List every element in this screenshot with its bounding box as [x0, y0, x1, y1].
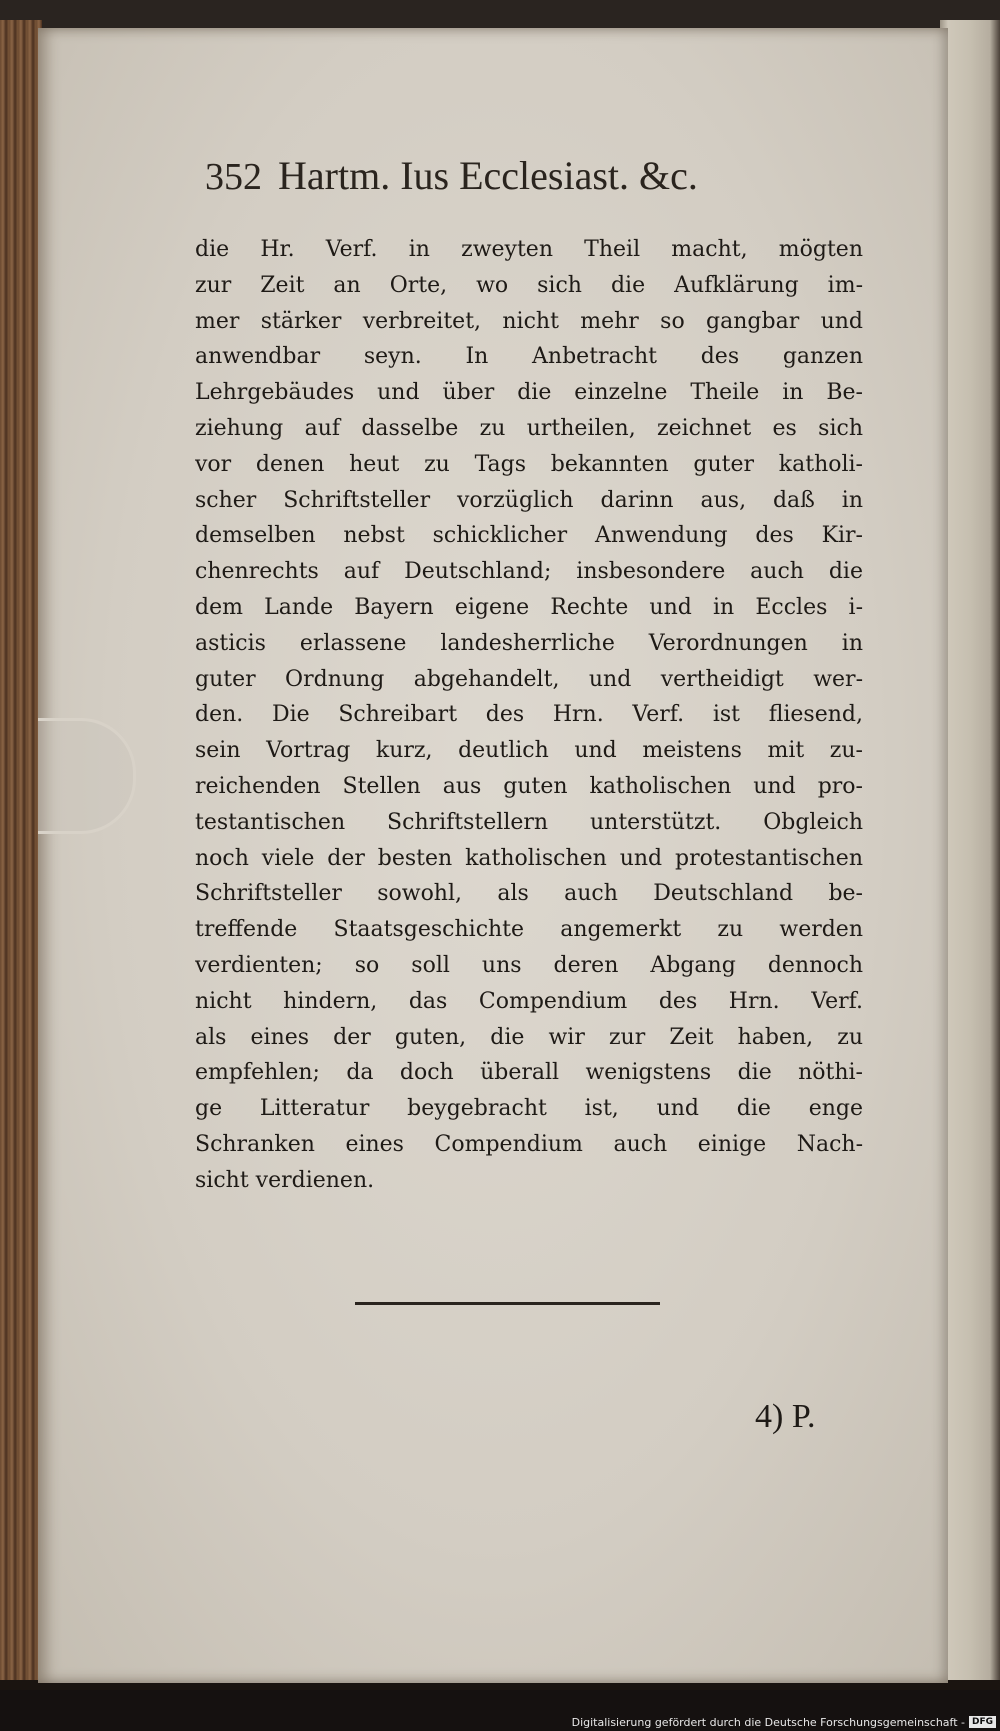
- dfg-logo-icon: DFG: [969, 1716, 996, 1728]
- text-line: empfehlen; da doch überall wenigstens die nöthi-: [195, 1060, 863, 1086]
- text-line: verdienten; so soll uns deren Abgang dennoch: [195, 952, 863, 978]
- text-line: dem Lande Bayern eigene Rechte und in Eccles i-: [195, 594, 863, 620]
- text-line: Lehrgebäudes und über die einzelne Theile in Be-: [195, 380, 863, 406]
- text-line: als eines der guten, die wir zur Zeit haben, zu: [195, 1024, 863, 1050]
- text-line: sein Vortrag kurz, deutlich und meistens mit zu-: [195, 738, 863, 764]
- text-line: testantischen Schriftstellern unterstützt. Obgleich: [195, 809, 863, 835]
- text-line: chenrechts auf Deutschland; insbesondere auch die: [195, 559, 863, 585]
- text-line: nicht hindern, das Compendium des Hrn. Verf.: [195, 988, 863, 1014]
- body-text: [195, 232, 863, 1199]
- text-line: Schriftsteller sowohl, als auch Deutschland be-: [195, 881, 863, 907]
- text-line: die Hr. Verf. in zweyten Theil macht, mögten: [195, 237, 863, 262]
- text-line: anwendbar seyn. In Anbetracht des ganzen: [195, 344, 863, 370]
- section-divider-rule: [355, 1302, 660, 1305]
- text-line: ziehung auf dasselbe zu urtheilen, zeichnet es sich: [195, 415, 863, 441]
- book-edge-left: [0, 20, 42, 1680]
- text-line: mer stärker verbreitet, nicht mehr so gangbar und: [195, 308, 863, 334]
- text-line: scher Schriftsteller vorzüglich darinn aus, daß in: [195, 487, 863, 513]
- digitization-footer: [0, 1713, 1000, 1731]
- text-line: noch viele der besten katholischen und protestantischen: [195, 845, 863, 871]
- page-header: [205, 152, 805, 199]
- text-line: treffende Staatsgeschichte angemerkt zu werden: [195, 917, 863, 943]
- book-edge-right: [940, 20, 1000, 1680]
- scan-border-top: [0, 0, 1000, 28]
- catchword: 4) P.: [755, 1398, 816, 1435]
- text-line: zur Zeit an Orte, wo sich die Aufklärung im-: [195, 272, 863, 298]
- footer-credit-text: Digitalisierung gefördert durch die Deutsche Forschungsgemeinschaft -: [571, 1715, 965, 1729]
- text-line: ge Litteratur beygebracht ist, und die enge: [195, 1096, 863, 1122]
- page-number: 352: [205, 156, 262, 198]
- text-line: demselben nebst schicklicher Anwendung des Kir-: [195, 523, 863, 549]
- text-line: den. Die Schreibart des Hrn. Verf. ist fliesend,: [195, 702, 863, 728]
- bookmark-ribbon: [38, 718, 136, 834]
- text-line: asticis erlassene landesherrliche Verordnungen in: [195, 630, 863, 656]
- text-line: sicht verdienen.: [195, 1167, 375, 1193]
- text-line: reichenden Stellen aus guten katholischen und pro-: [195, 773, 863, 799]
- text-line: Schranken eines Compendium auch einige Nach-: [195, 1131, 863, 1157]
- running-head: Hartm. Ius Ecclesiast. &c.: [278, 153, 698, 198]
- text-line: guter Ordnung abgehandelt, und vertheidigt wer-: [195, 666, 863, 692]
- text-line: vor denen heut zu Tags bekannten guter katholi-: [195, 451, 863, 477]
